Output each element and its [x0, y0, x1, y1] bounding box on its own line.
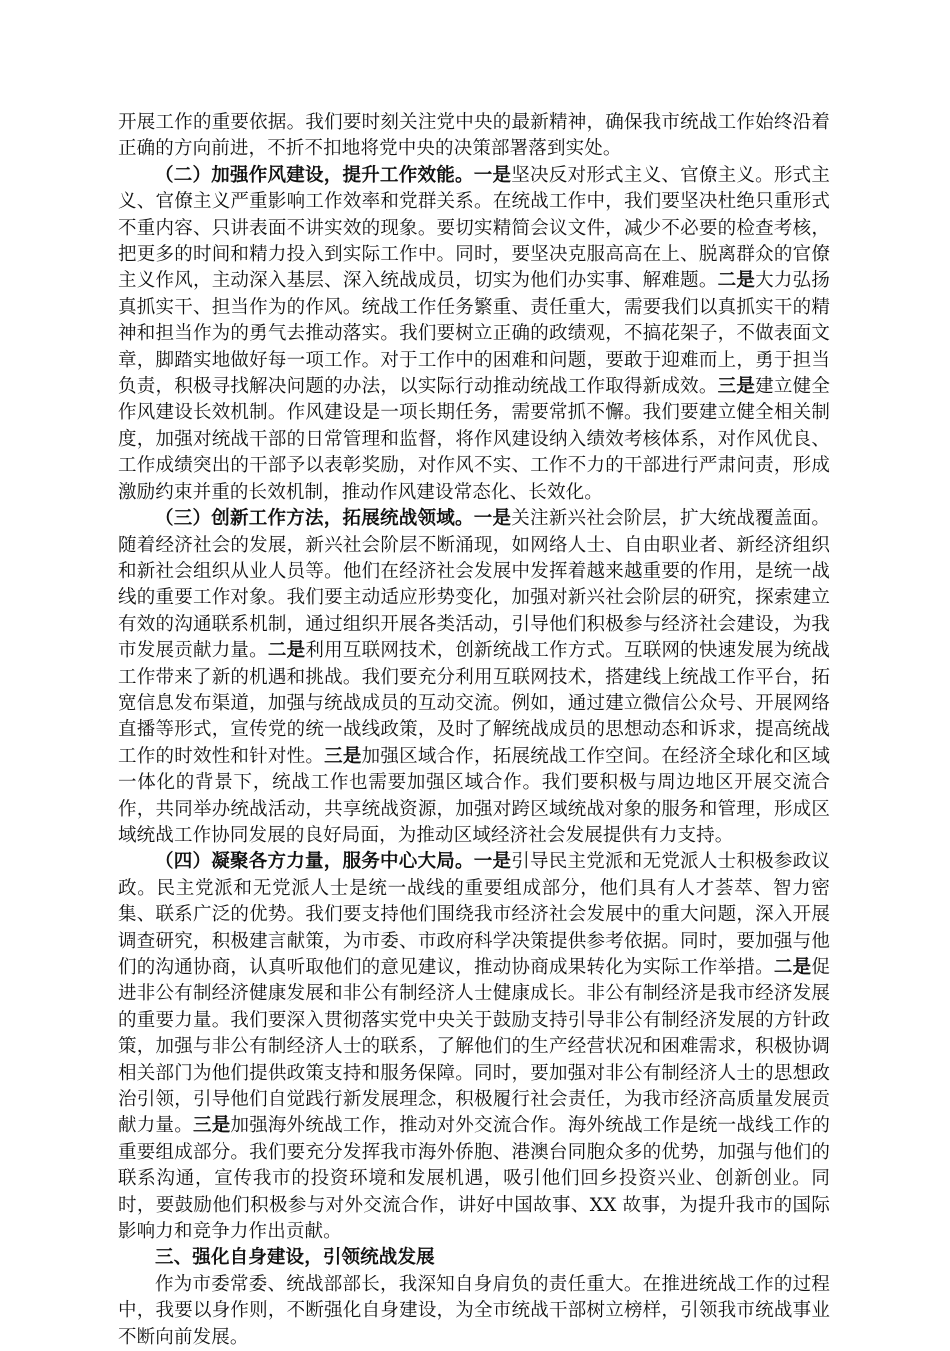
paragraph-text: 加强海外统战工作，推动对外交流合作。海外统战工作是统一战线工作的重要组成部分。我们要充分发挥我市海外侨胞、港澳台同胞众多的优势，加强与他们的联系沟通，宣传我市的投资环境和发展机遇，吸引他们回乡投资兴业、创新创业。同时，要鼓励他们积极参与对外交流合作，讲好中国故事、XX 故事，为提升我市的国际影响力和竞争力作出贡献。 [118, 1115, 830, 1243]
paragraph-section-2 [118, 163, 830, 506]
paragraph-text: 促进非公有制经济健康发展和非公有制经济人士健康成长。非公有制经济是我市经济发展的重要力量。我们要深入贯彻落实党中央关于鼓励支持引导非公有制经济发展的方针政策，加强与非公有制经济人士的联系，了解他们的生产经营状况和困难需求，积极协调相关部门为他们提供政策支持和服务保障。同时，要加强对非公有制经济人士的思想政治引领，引导他们自觉践行新发展理念，积极履行社会责任，为我市经济高质量发展贡献力量。 [118, 957, 830, 1137]
paragraph-text: 开展工作的重要依据。我们要时刻关注党中央的最新精神，确保我市统战工作始终沿着正确的方向前进，不折不扣地将党中央的决策部署落到实处。 [118, 112, 830, 160]
point-marker: 三是 [717, 376, 756, 398]
paragraph-text: 关注新兴社会阶层，扩大统战覆盖面。随着经济社会的发展，新兴社会阶层不断涌现，如网络人士、自由职业者、新经济组织和新社会组织从业人员等。他们在经济社会发展中发挥着越来越重要的作用，是统一战线的重要工作对象。我们要主动适应形势变化，加强对新兴社会阶层的研究，探索建立有效的沟通联系机制，通过组织开展各类活动，引导他们积极参与经济社会建设，为我市发展贡献力量。 [118, 508, 830, 662]
paragraph-text: 引导民主党派和无党派人士积极参政议政。民主党派和无党派人士是统一战线的重要组成部分，他们具有人才荟萃、智力密集、联系广泛的优势。我们要支持他们围绕我市经济社会发展中的重大问题，深入开展调查研究，积极建言献策，为市委、市政府科学决策提供参考依据。同时，要加强与他们的沟通协商，认真听取他们的意见建议，推动协商成果转化为实际工作举措。 [118, 851, 830, 978]
section-heading: （二）加强作风建设，提升工作效能。一是 [155, 164, 512, 186]
paragraph-closing [118, 1272, 830, 1351]
point-marker: 三是 [192, 1115, 231, 1137]
paragraph-text: 作为市委常委、统战部部长，我深知自身肩负的责任重大。在推进统战工作的过程中，我要以身作则，不断强化自身建设，为全市统战干部树立榜样，引领我市统战事业不断向前发展。 [118, 1273, 830, 1348]
document-page [118, 110, 830, 1351]
chapter-heading [118, 1245, 830, 1271]
paragraph-text: 加强区域合作，拓展统战工作空间。在经济全球化和区域一体化的背景下，统战工作也需要加强区域合作。我们要积极与周边地区开展交流合作，共同举办统战活动，共享统战资源，加强对跨区域统战对象的服务和管理，形成区域统战工作协同发展的良好局面，为推动区域经济社会发展提供有力支持。 [118, 745, 830, 846]
section-heading: （四）凝聚各方力量，服务中心大局。一是 [155, 851, 512, 873]
paragraph-section-3 [118, 506, 830, 849]
point-marker: 二是 [267, 640, 306, 662]
paragraph-text: 大力弘扬真抓实干、担当作为的作风。统战工作任务繁重、责任重大，需要我们以真抓实干的精神和担当作为的勇气去推动落实。我们要树立正确的政绩观，不搞花架子，不做表面文章，脚踏实地做好每一项工作。对于工作中的困难和问题，要敢于迎难而上，勇于担当负责，积极寻找解决问题的办法，以实际行动推动统战工作取得新成效。 [118, 270, 830, 398]
chapter-heading-text: 三、强化自身建设，引领统战发展 [155, 1247, 435, 1269]
paragraph-continuation [118, 110, 830, 163]
section-heading: （三）创新工作方法，拓展统战领域。一是 [155, 508, 512, 530]
point-marker: 二是 [773, 957, 812, 978]
point-marker: 三是 [324, 745, 362, 767]
paragraph-text: 建立健全作风建设长效机制。作风建设是一项长期任务，需要常抓不懈。我们要建立健全相关制度，加强对统战干部的日常管理和监督，将作风建设纳入绩效考核体系，对作风优良、工作成绩突出的干部予以表彰奖励，对作风不实、工作不力的干部进行严肃问责，形成激励约束并重的长效机制，推动作风建设常态化、长效化。 [118, 376, 830, 503]
paragraph-section-4 [118, 849, 830, 1245]
point-marker: 二是 [717, 270, 756, 292]
paragraph-text: 坚决反对形式主义、官僚主义。形式主义、官僚主义严重影响工作效率和党群关系。在统战工作中，我们要坚决杜绝只重形式不重内容、只讲表面不讲实效的现象。要切实精简会议文件，减少不必要的检查考核，把更多的时间和精力投入到实际工作中。同时，要坚决克服高高在上、脱离群众的官僚主义作风，主动深入基层、深入统战成员，切实为他们办实事、解难题。 [118, 164, 830, 292]
paragraph-text: 利用互联网技术，创新统战工作方式。互联网的快速发展为统战工作带来了新的机遇和挑战。我们要充分利用互联网技术，搭建线上统战工作平台，拓宽信息发布渠道，加强与统战成员的互动交流。例如，通过建立微信公众号、开展网络直播等形式，宣传党的统一战线政策，及时了解统战成员的思想动态和诉求，提高统战工作的时效性和针对性。 [118, 640, 831, 767]
